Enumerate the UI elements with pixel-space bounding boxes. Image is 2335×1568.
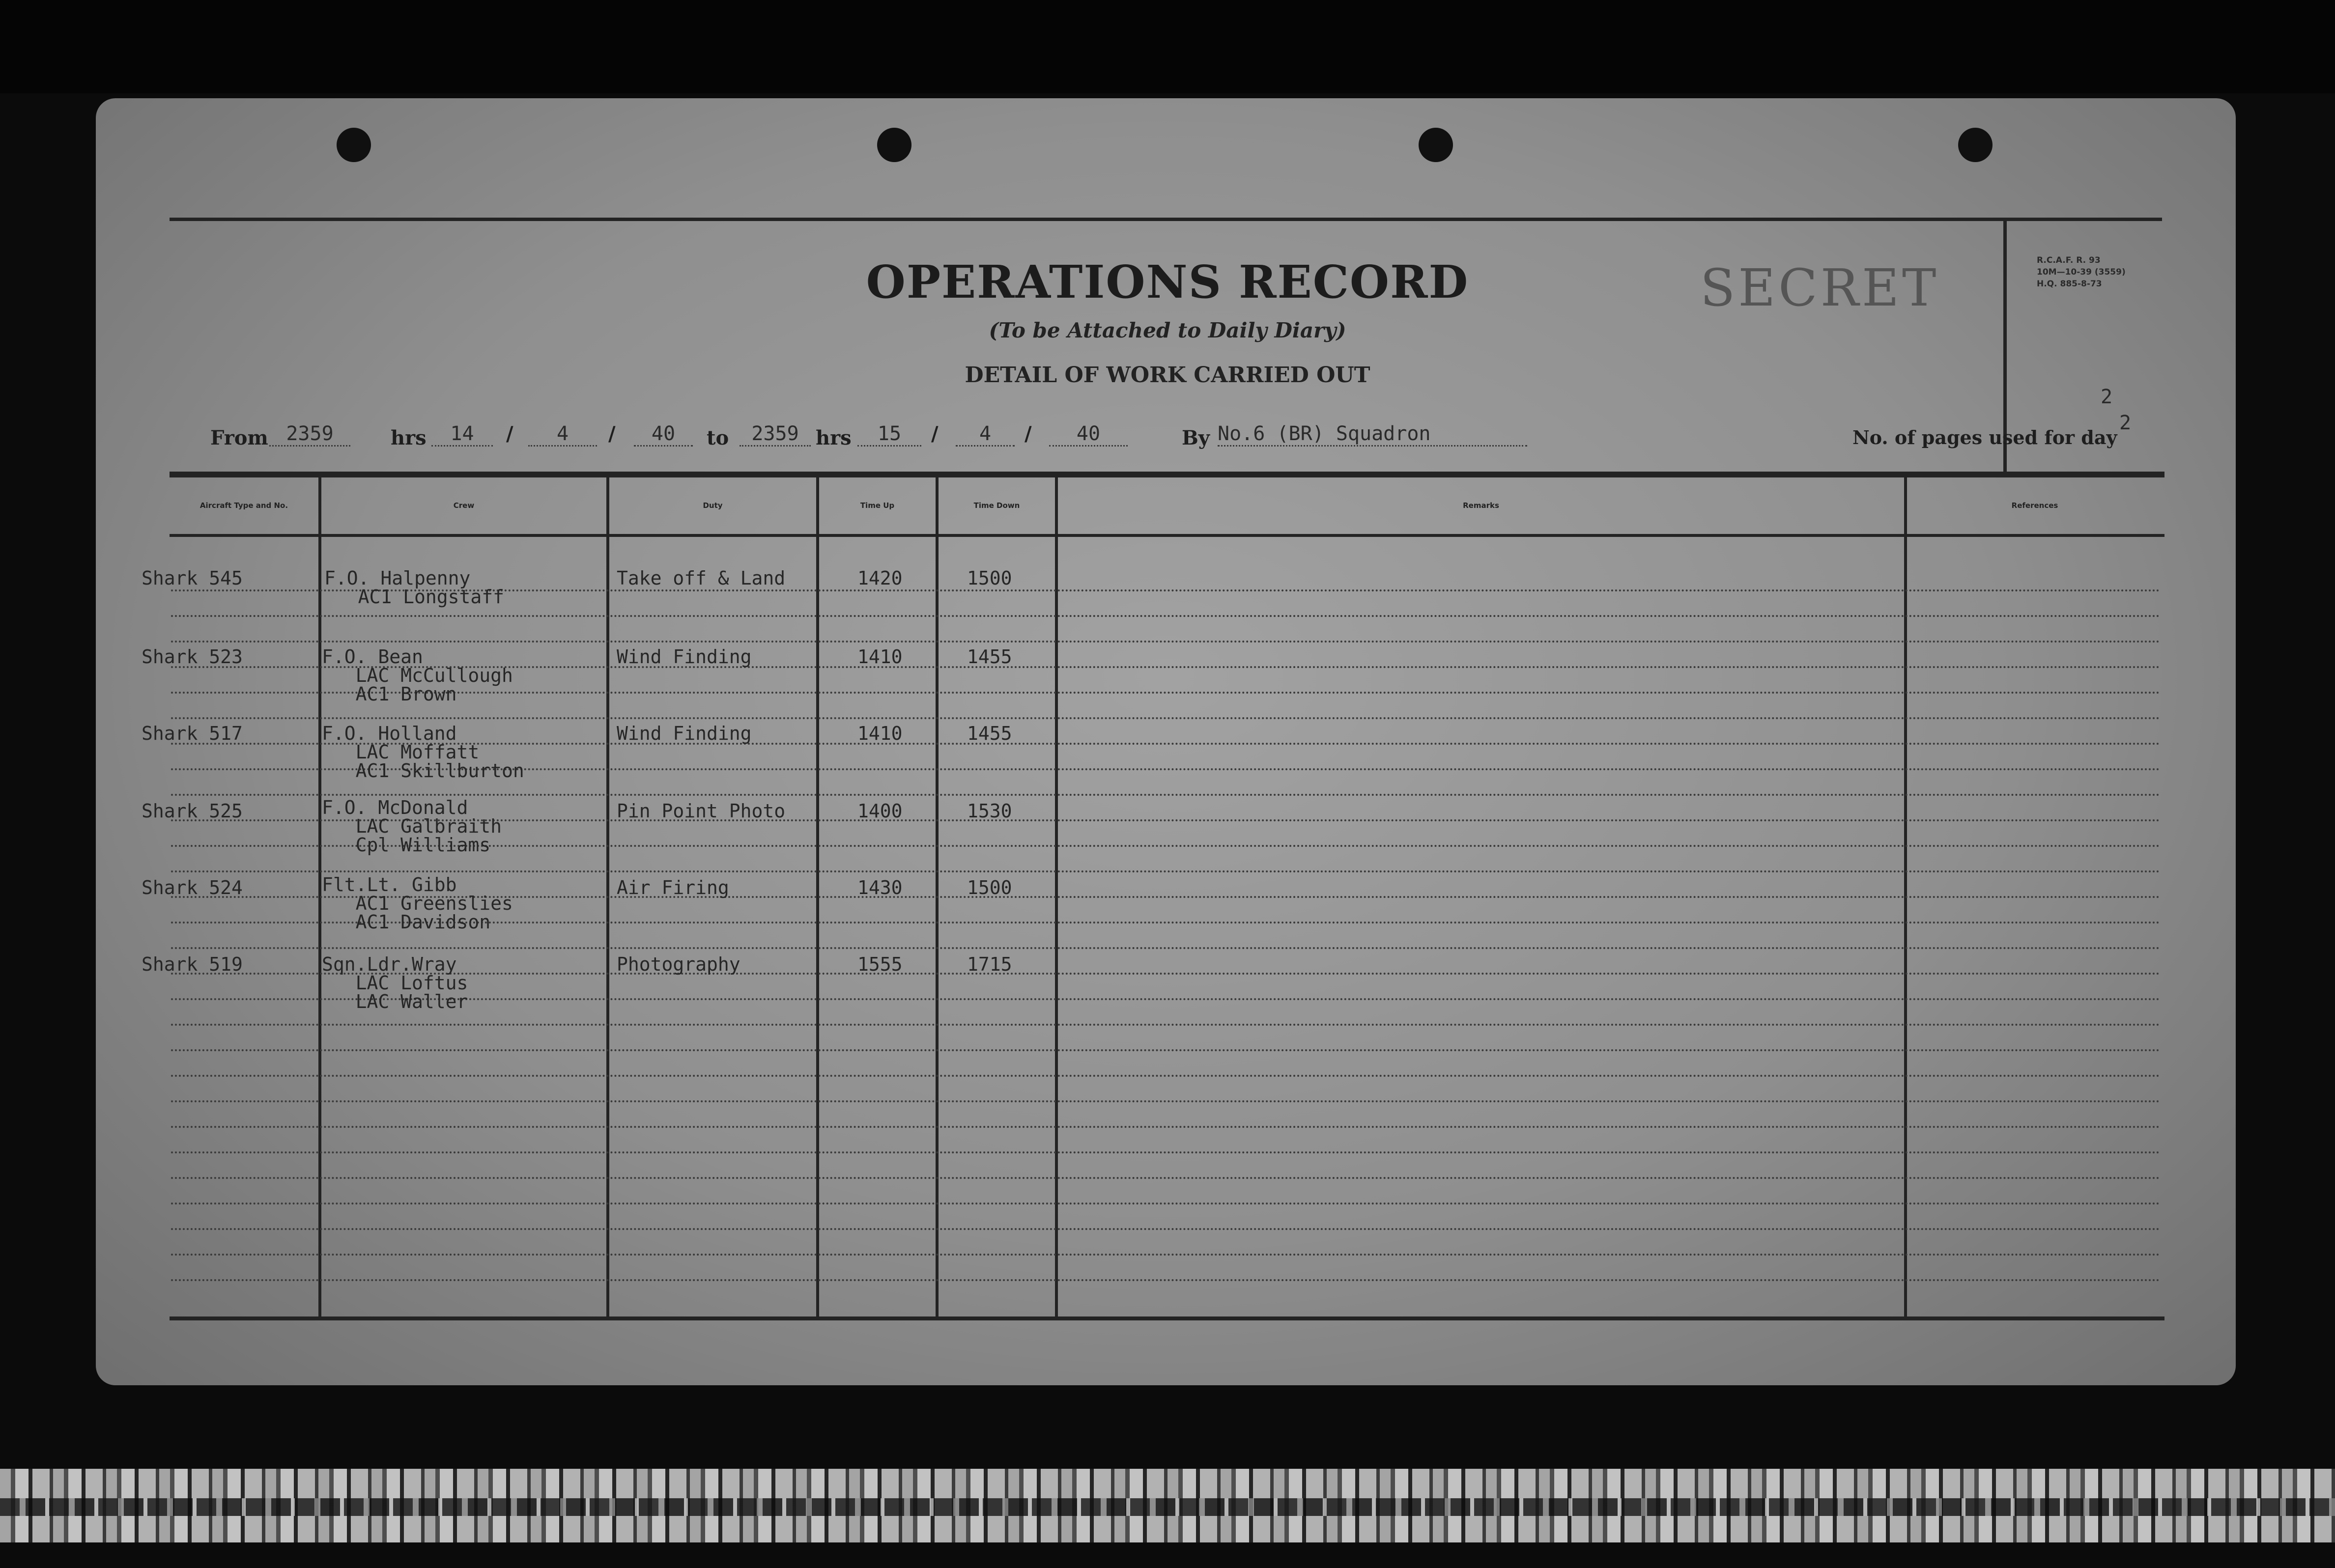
crew-member: F.O. Holland	[322, 723, 457, 744]
punch-hole	[1419, 128, 1453, 162]
aircraft-cell: Shark 519	[142, 953, 243, 975]
ruled-line	[171, 1100, 2161, 1102]
detail-heading: DETAIL OF WORK CARRIED OUT	[965, 363, 1370, 388]
table-bottom-rule	[170, 1316, 2164, 1320]
time-up-cell: 1420	[857, 567, 903, 589]
aircraft-cell: Shark 545	[142, 567, 243, 589]
punch-hole	[877, 128, 911, 162]
unit-name: No.6 (BR) Squadron	[1218, 422, 1527, 447]
to-year: 40	[1049, 422, 1128, 447]
time-down-cell: 1530	[967, 800, 1012, 822]
ruled-line	[171, 1203, 2161, 1204]
from-month: 4	[528, 422, 597, 447]
aircraft-cell: Shark 524	[142, 877, 243, 898]
crew-member: Sqn.Ldr.Wray	[322, 953, 457, 975]
crew-member: AC1 Greenslies	[322, 893, 513, 914]
ruled-line	[171, 1024, 2161, 1026]
ruled-line	[171, 1177, 2161, 1179]
from-time: 2359	[269, 422, 350, 447]
to-time: 2359	[740, 422, 811, 447]
ruled-line	[171, 998, 2161, 1000]
crew-member: AC1 Davidson	[322, 911, 491, 933]
ruled-line	[171, 1151, 2161, 1153]
from-label: From	[210, 426, 268, 449]
column-header-remarks: Remarks	[1463, 501, 1499, 510]
crew-member: LAC Galbraith	[322, 815, 502, 837]
column-header-time-down: Time Down	[973, 501, 1020, 510]
crew-member: Flt.Lt. Gibb	[322, 874, 457, 896]
table-top-rule	[170, 472, 2164, 477]
ruled-line	[171, 1075, 2161, 1077]
form-number-line: R.C.A.F. R. 93	[2037, 255, 2101, 265]
time-up-cell: 1410	[857, 723, 903, 744]
date-separator: /	[1025, 422, 1032, 446]
ruled-line	[171, 870, 2161, 872]
crew-member: LAC McCullough	[322, 665, 513, 686]
header-bottom-rule	[170, 534, 2164, 537]
hrs-label: hrs	[816, 426, 852, 449]
from-day: 14	[431, 422, 493, 447]
crew-cell	[322, 875, 513, 931]
crew-member: AC1 Longstaff	[324, 586, 505, 608]
crew-member: AC1 Brown	[322, 683, 457, 705]
film-border-top	[0, 0, 2335, 93]
date-separator: /	[506, 422, 513, 446]
crew-cell	[322, 724, 524, 780]
classification-stamp: SECRET	[1700, 258, 1939, 318]
ruled-line	[171, 717, 2161, 719]
to-day: 15	[857, 422, 921, 447]
ruled-line	[171, 1228, 2161, 1230]
crew-member: Cpl Williams	[322, 834, 491, 856]
form-number	[2037, 254, 2155, 290]
pages-used: 2	[2119, 412, 2132, 434]
by-label: By	[1182, 426, 1210, 449]
crew-member: F.O. Halpenny	[324, 567, 471, 589]
ruled-line	[171, 641, 2161, 643]
duty-cell: Pin Point Photo	[617, 800, 786, 822]
ruled-line	[171, 1279, 2161, 1281]
ruled-line	[171, 947, 2161, 949]
form-number-line: 10M—10-39 (3559)	[2037, 267, 2126, 277]
time-up-cell: 1400	[857, 800, 903, 822]
time-down-cell: 1500	[967, 877, 1012, 898]
duty-cell: Wind Finding	[617, 646, 752, 668]
time-up-cell: 1430	[857, 877, 903, 898]
duty-cell: Air Firing	[617, 877, 729, 898]
to-month: 4	[956, 422, 1015, 447]
time-up-cell: 1410	[857, 646, 903, 668]
crew-cell	[322, 955, 468, 1011]
crew-cell	[322, 798, 502, 854]
to-label: to	[707, 426, 729, 449]
column-header-time-up: Time Up	[860, 501, 895, 510]
ruled-line	[171, 615, 2161, 617]
column-header-crew: Crew	[453, 501, 475, 510]
time-up-cell: 1555	[857, 953, 903, 975]
duty-cell: Wind Finding	[617, 723, 752, 744]
aircraft-cell: Shark 525	[142, 800, 243, 822]
pages-label: No. of pages used for day	[1852, 426, 2117, 448]
crew-member: LAC Moffatt	[322, 741, 480, 763]
hrs-label: hrs	[391, 426, 427, 449]
crew-member: AC1 Skillburton	[322, 760, 524, 782]
ruled-line	[171, 1126, 2161, 1128]
duty-cell: Photography	[617, 953, 740, 975]
ruled-line	[171, 1254, 2161, 1256]
page-subtitle: (To be Attached to Daily Diary)	[989, 318, 1346, 342]
crew-cell	[322, 647, 513, 703]
duty-cell: Take off & Land	[617, 567, 786, 589]
column-header-references: References	[2011, 501, 2058, 510]
aircraft-cell: Shark 517	[142, 723, 243, 744]
ruled-line	[171, 1049, 2161, 1051]
top-rule	[170, 218, 2162, 221]
crew-cell	[324, 569, 504, 606]
crew-member: F.O. McDonald	[322, 797, 468, 818]
punch-hole	[337, 128, 371, 162]
date-separator: /	[608, 422, 616, 446]
ruled-line	[171, 794, 2161, 796]
date-separator: /	[931, 422, 939, 446]
time-down-cell: 1500	[967, 567, 1012, 589]
time-down-cell: 1455	[967, 646, 1012, 668]
page-title: OPERATIONS RECORD	[866, 255, 1469, 308]
crew-member: F.O. Bean	[322, 646, 423, 668]
film-border-bottom	[0, 1469, 2335, 1542]
column-header-aircraft: Aircraft Type and No.	[199, 501, 288, 510]
form-number-line: H.Q. 885-8-73	[2037, 279, 2102, 289]
aircraft-cell: Shark 523	[142, 646, 243, 668]
crew-member: LAC Loftus	[322, 972, 468, 994]
punch-hole	[1958, 128, 1993, 162]
page-number: 2	[2100, 386, 2113, 408]
from-year: 40	[634, 422, 693, 447]
time-down-cell: 1455	[967, 723, 1012, 744]
crew-member: LAC Waller	[322, 991, 468, 1012]
column-header-duty: Duty	[703, 501, 723, 510]
ruled-line	[171, 973, 2161, 975]
time-down-cell: 1715	[967, 953, 1012, 975]
